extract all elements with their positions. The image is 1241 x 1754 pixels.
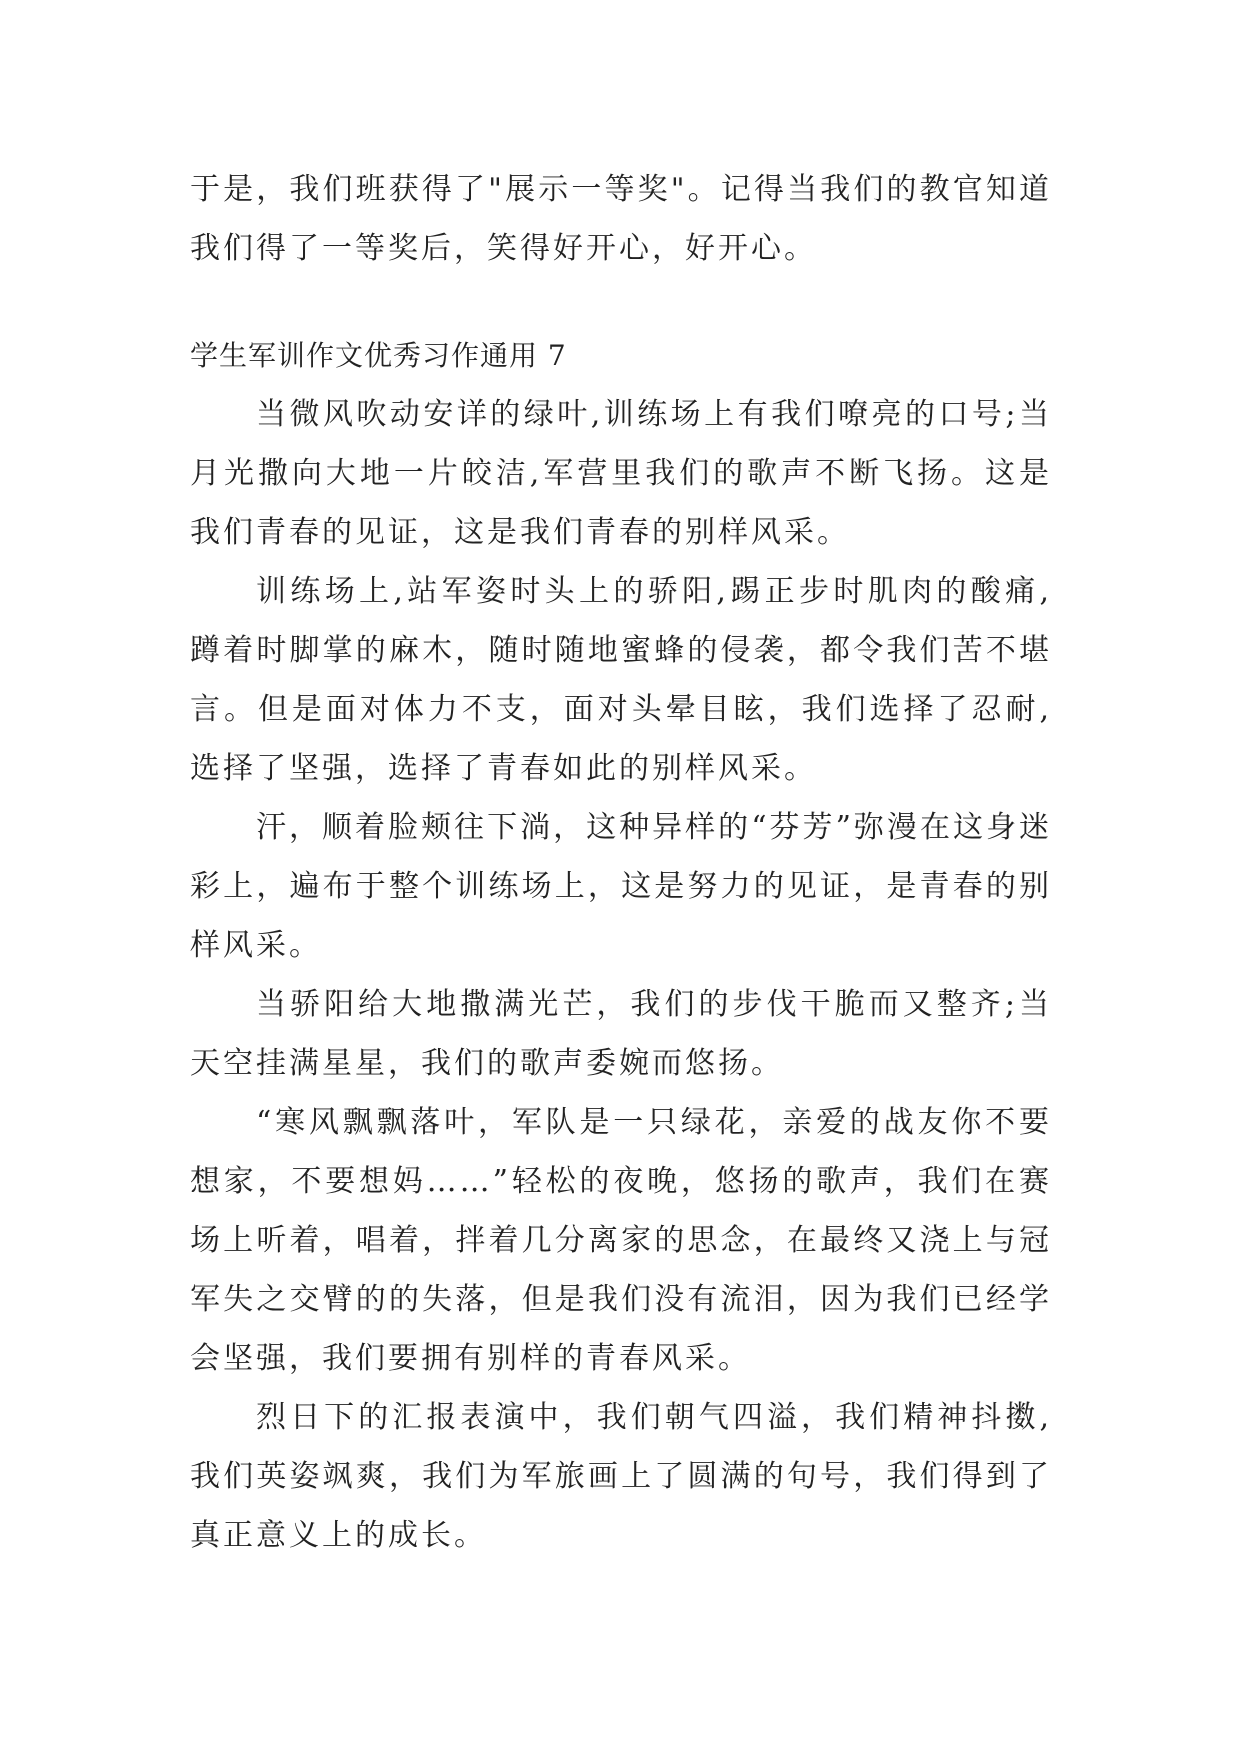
paragraph-4: 当骄阳给大地撒满光芒，我们的步伐干脆而又整齐;当天空挂满星星，我们的歌声委婉而悠扬。	[190, 987, 1052, 1081]
paragraph-3: 汗，顺着脸颊往下淌，这种异样的“芬芳”弥漫在这身迷彩上，遍布于整个训练场上，这是努力的见证，是青春的别样风采。	[190, 810, 1052, 963]
intro-paragraph: 于是，我们班获得了"展示一等奖"。记得当我们的教官知道我们得了一等奖后，笑得好开心，好开心。	[190, 172, 1052, 266]
section-title: 学生军训作文优秀习作通用 7	[190, 339, 567, 372]
document-page	[190, 160, 1052, 1565]
paragraph-5: “寒风飘飘落叶，军队是一只绿花，亲爱的战友你不要想家，不要想妈……”轻松的夜晚，悠扬的歌声，我们在赛场上听着，唱着，拌着几分离家的思念，在最终又浇上与冠军失之交臂的的失落，但是我们没有流泪，因为我们已经学会坚强，我们要拥有别样的青春风采。	[190, 1105, 1052, 1376]
paragraph-6: 烈日下的汇报表演中，我们朝气四溢，我们精神抖擞,我们英姿飒爽，我们为军旅画上了圆满的句号，我们得到了真正意义上的成长。	[190, 1400, 1052, 1553]
paragraph-2: 训练场上,站军姿时头上的骄阳,踢正步时肌肉的酸痛,蹲着时脚掌的麻木，随时随地蜜蜂的侵袭，都令我们苦不堪言。但是面对体力不支，面对头晕目眩，我们选择了忍耐,选择了坚强，选择了青春如此的别样风采。	[190, 574, 1052, 786]
paragraph-1: 当微风吹动安详的绿叶,训练场上有我们嘹亮的口号;当月光撒向大地一片皎洁,军营里我们的歌声不断飞扬。这是我们青春的见证，这是我们青春的别样风采。	[190, 397, 1052, 550]
